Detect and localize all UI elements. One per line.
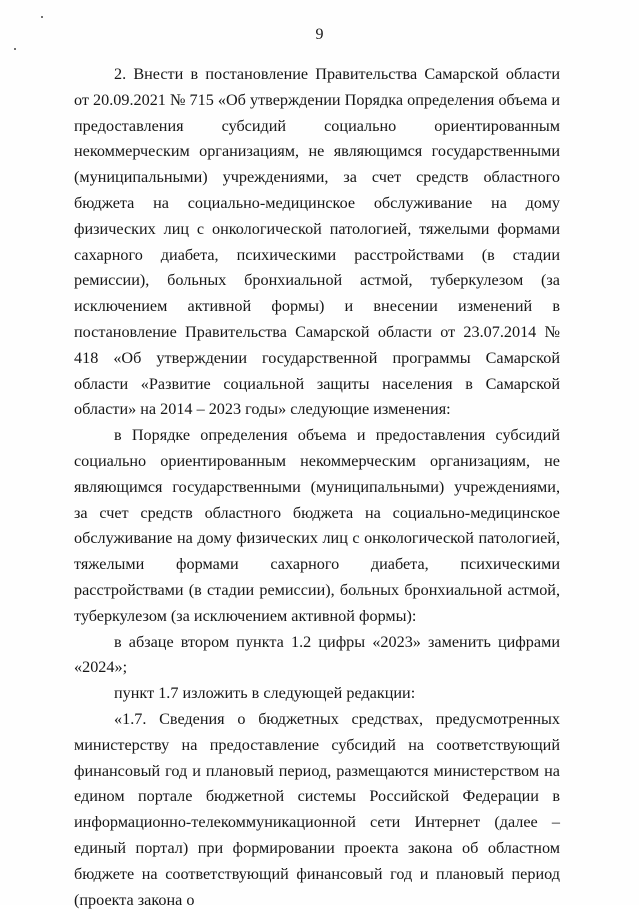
page-number: 9 [315, 26, 324, 43]
scan-speck [41, 16, 43, 18]
paragraph-clause-1-7-text: «1.7. Сведения о бюджетных средствах, предусмотренных министерству на предоставление субсидий на соответствующий финансовый год и плановый период, размещаются министерством на едином портале бюджетной системы Российской Федерации в информационно-телекоммуникационной сети Интернет (далее – единый портал) при формировании проекта закона об областном бюджете на соответствующий финансовый год и плановый период (проекта закона о [74, 709, 560, 909]
paragraph-clause-1-7-intro: пункт 1.7 изложить в следующей редакции: [114, 684, 416, 703]
paragraph-procedure-scope: в Порядке определения объема и предоставления субсидий социально ориентированным некоммерческим организациям, не являющимся государственными (муниципальными) учреждениями, за счет средств областного бюджета на социально-медицинское обслуживание на дому физических лиц с онкологической патологией, тяжелыми формами сахарного диабета, психическими расстройствами (в стадии ремиссии), больных бронхиальной астмой, туберкулезом (за исключением активной формы): [74, 426, 560, 625]
paragraph-amendment-intro: 2. Внести в постановление Правительства Самарской области от 20.09.2021 № 715 «Об утверждении Порядка определения объема и предоставления субсидий социально ориентированным некоммерческим организациям, не являющимся государственными (муниципальными) учреждениями, за счет средств областного бюджета на социально-медицинское обслуживание на дому физических лиц с онкологической патологией, тяжелыми формами сахарного диабета, психическими расстройствами (в стадии ремиссии), больных бронхиальной астмой, туберкулезом (за исключением активной формы) и внесении изменений в постановление Правительства Самарской области от 23.07.2014 № 418 «Об утверждении государственной программы Самарской области «Развитие социальной защиты населения в Самарской области» на 2014 – 2023 годы» следующие изменения: [74, 65, 560, 419]
paragraph-clause-1-2-change: в абзаце втором пункта 1.2 цифры «2023» заменить цифрами «2024»; [74, 632, 560, 677]
document-body [74, 62, 560, 913]
scan-speck [14, 48, 16, 50]
